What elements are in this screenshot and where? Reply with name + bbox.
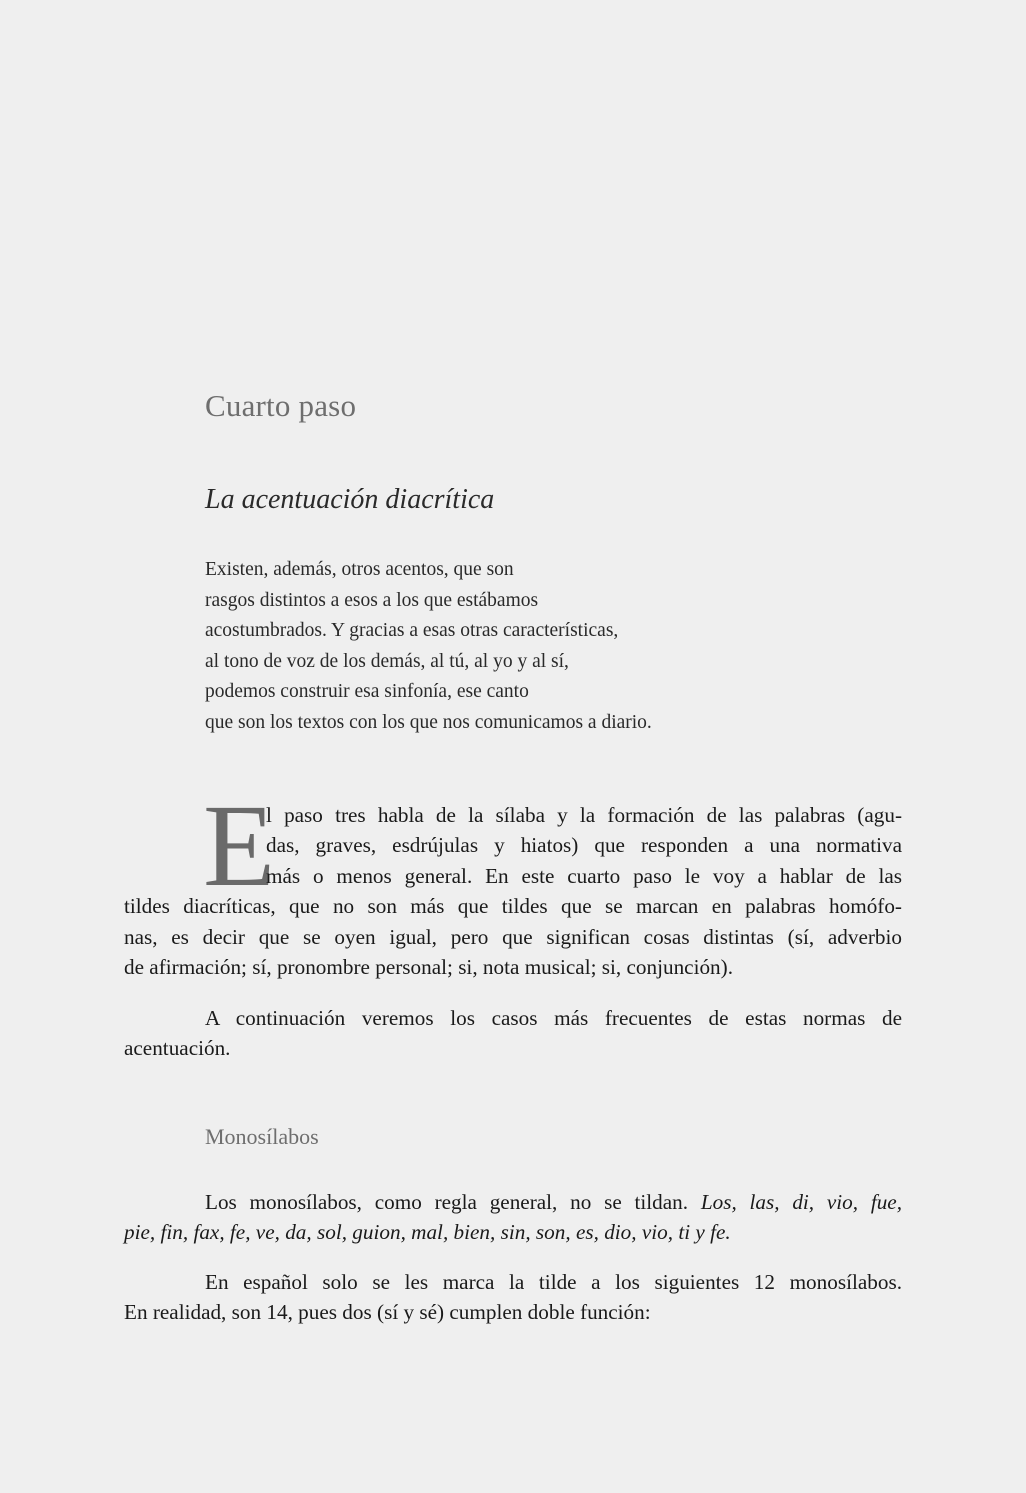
section-title: La acentuación diacrítica <box>205 484 495 515</box>
paragraph-line: acentuación. <box>124 1036 231 1061</box>
paragraph-intro <box>124 800 902 982</box>
paragraph-line: más o menos general. En este cuarto paso le voy a hablar de las <box>266 863 902 888</box>
epigraph-line: Existen, además, otros acentos, que son <box>205 559 514 580</box>
epigraph-line: rasgos distintos a esos a los que estábamos <box>205 589 539 611</box>
epigraph-line: al tono de voz de los demás, al tú, al yo y al sí, <box>205 650 569 672</box>
epigraph-line: acostumbrados. Y gracias a esas otras características, <box>205 620 619 642</box>
paragraph-text: Los monosílabos, como regla general, no se tildan. <box>205 1190 689 1214</box>
chapter-title: Cuarto paso <box>205 388 357 423</box>
epigraph <box>205 555 652 739</box>
paragraph-line: das, graves, esdrújulas y hiatos) que responden a una normativa <box>266 833 902 858</box>
epigraph-line: podemos construir esa sinfonía, ese canto <box>205 681 529 703</box>
paragraph-line: A continuación veremos los casos más frecuentes de estas normas de <box>205 1006 902 1030</box>
drop-cap: E <box>203 780 276 911</box>
epigraph-line: que son los textos con los que nos comunicamos a diario. <box>205 711 652 733</box>
paragraph-line: En realidad, son 14, pues dos (sí y sé) cumplen doble función: <box>124 1300 651 1325</box>
example-words: pie, fin, fax, fe, ve, da, sol, guion, mal, bien, sin, son, es, dio, vio, ti y fe. <box>124 1220 731 1245</box>
paragraph-line: nas, es decir que se oyen igual, pero que significan cosas distintas (sí, adverbio <box>124 924 902 949</box>
paragraph-monosilabos <box>124 1187 902 1248</box>
paragraph-continuation <box>124 1003 902 1064</box>
example-words: Los, las, di, vio, fue, <box>700 1190 902 1214</box>
paragraph-line: de afirmación; sí, pronombre personal; si, nota musical; si, conjunción). <box>124 954 733 979</box>
paragraph-line: En español solo se les marca la tilde a los siguientes 12 monosílabos. <box>205 1270 902 1294</box>
subheading-monosilabos: Monosílabos <box>205 1124 319 1149</box>
paragraph-line: l paso tres habla de la sílaba y la formación de las palabras (agu- <box>266 803 902 827</box>
paragraph-line <box>124 1187 902 1217</box>
paragraph-line: tildes diacríticas, que no son más que tildes que se marcan en palabras homófo- <box>124 894 902 919</box>
paragraph-tilde-list <box>124 1267 902 1328</box>
